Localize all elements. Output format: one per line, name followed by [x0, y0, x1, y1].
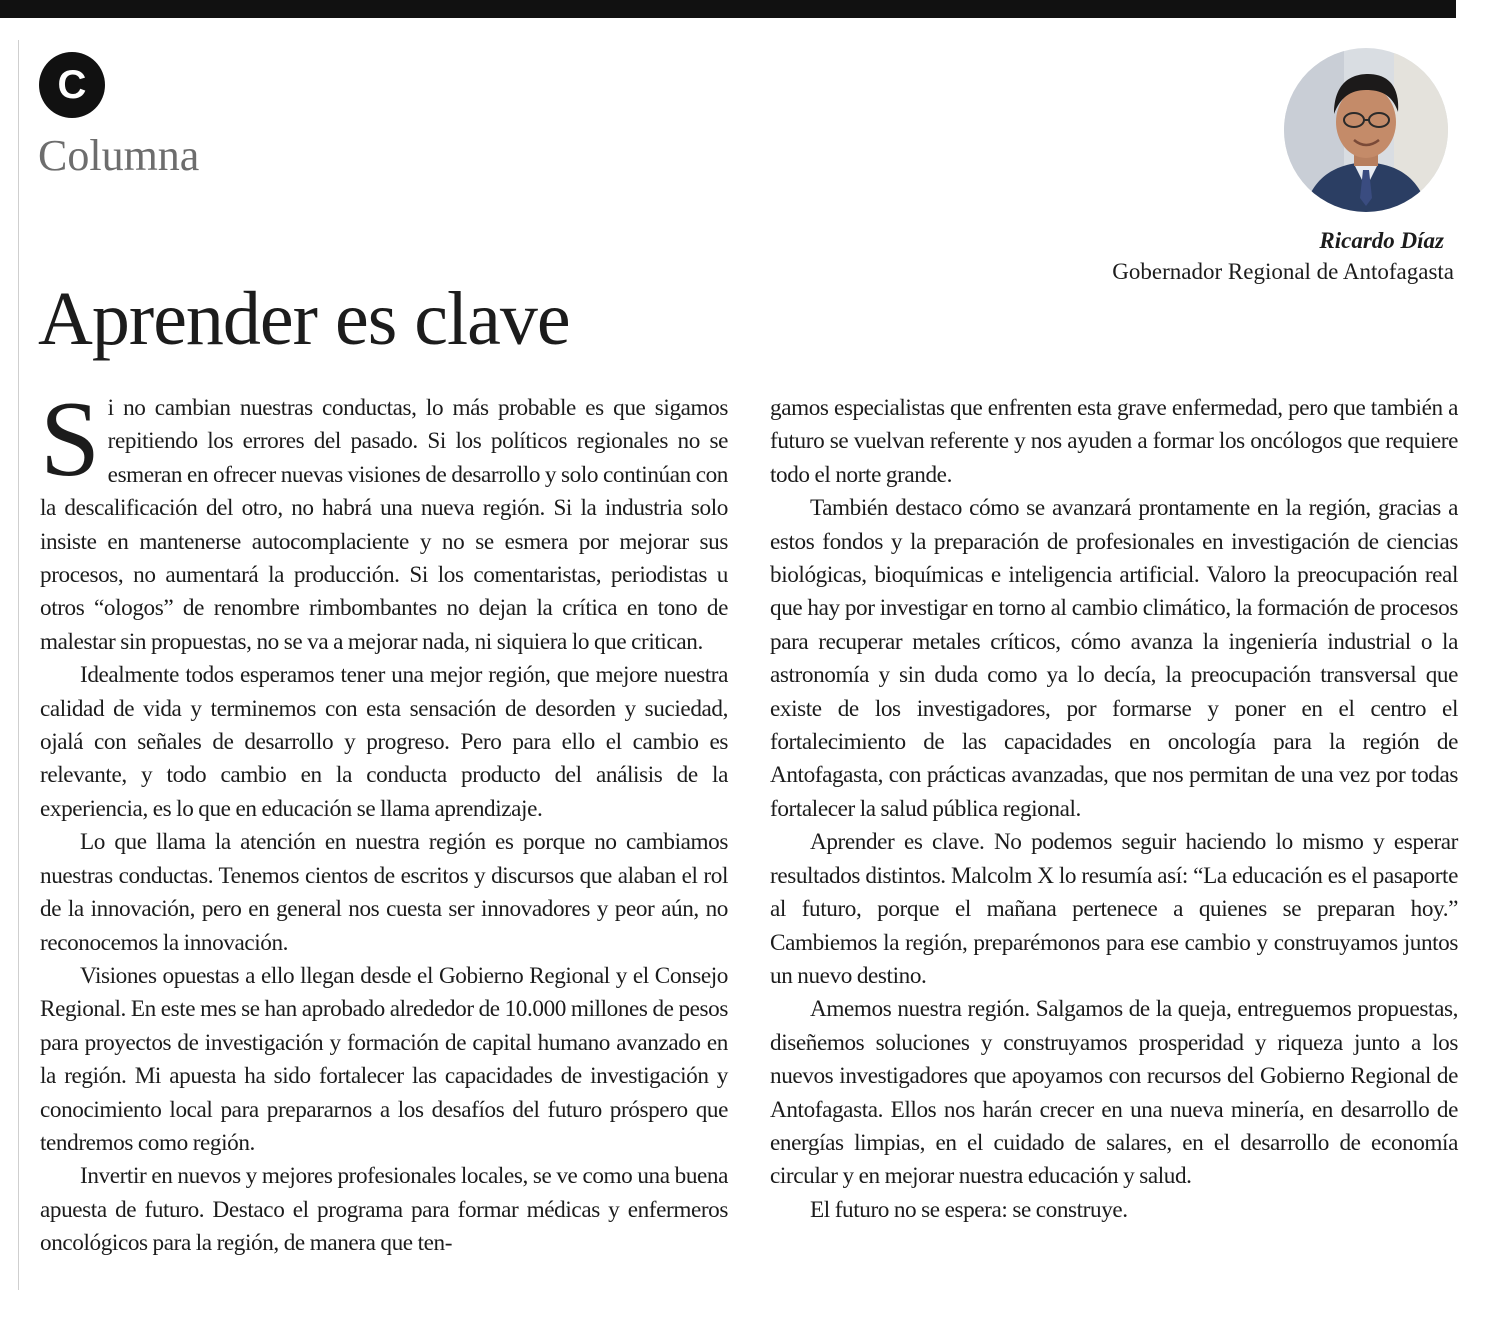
article-paragraph: El futuro no se espera: se construye.: [810, 1196, 1128, 1223]
article-paragraph: Visiones opuestas a ello llegan desde el Gobierno Regional y el Consejo Regional. En este mes se han aprobado alrededor de 10.000 millones de pesos para proyectos de investigación y formación de capital humano avanzado en la región. Mi apuesta ha sido fortalecer las capacidades de investigación y conocimiento local para prepararnos a los desafíos del futuro próspero que tendremos como región.: [40, 962, 728, 1156]
article-paragraph: También destaco cómo se avanzará prontamente en la región, gracias a estos fondos y la preparación de profesionales en investigación de ciencias biológicas, bioquímicas e inteligencia artificial. Valoro la preocupación real que hay por investigar en torno al cambio climático, la formación de procesos para recuperar metales críticos, cómo avanza la ingeniería industrial o la astronomía y sin duda como ya lo decía, la preocupación transversal que existe de los investigadores, por formarse y poner en el centro el fortalecimiento de las capacidades en oncología para la región de Antofagasta, con prácticas avanzadas, que nos permitan de una vez por todas fortalecer la salud pública regional.: [770, 495, 1458, 822]
section-label: Columna: [38, 131, 200, 180]
headline: Aprender es clave: [38, 277, 570, 361]
section-badge: C: [39, 52, 105, 118]
article-paragraph: Amemos nuestra región. Salgamos de la queja, entreguemos propuestas, diseñemos soluciones y construyamos prosperidad y riqueza junto a los nuevos investigadores que apoyamos con recursos del Gobierno Regional de Antofagasta. Ellos nos harán crecer en una nueva minería, en desarrollo de energías limpias, en el cuidado de salares, en el desarrollo de economía circular y en mejorar nuestra educación y salud.: [770, 996, 1458, 1190]
article-column-right: [770, 392, 1458, 1227]
author-role: Gobernador Regional de Antofagasta: [1112, 259, 1454, 284]
article-paragraph: Lo que llama la atención en nuestra región es porque no cambiamos nuestras conductas. Tenemos cientos de escritos y discursos que alaban el rol de la innovación, pero en general nos cuesta ser innovadores y peor aún, no reconocemos la innovación.: [40, 829, 728, 956]
article-paragraph: Invertir en nuevos y mejores profesionales locales, se ve como una buena apuesta de futuro. Destaco el programa para formar médicas y enfermeros oncológicos para la región, de manera que ten-: [40, 1163, 728, 1257]
author-name: Ricardo Díaz: [1319, 228, 1444, 253]
page-margin-rule: [18, 40, 19, 1290]
top-rule: [0, 0, 1456, 18]
author-photo: [1284, 48, 1448, 212]
article-paragraph: Si no cambian nuestras conductas, lo más probable es que sigamos repitiendo los errores del pasado. Si los políticos regionales no se esmeran en ofrecer nuevas visiones de desarrollo y solo continúan con la descalificación del otro, no habrá una nueva región. Si la industria solo insiste en mantenerse autocomplaciente y no se esmera por mejorar sus procesos, no aumentará la producción. Si los comentaristas, periodistas u otros “ologos” de renombre rimbombantes no dejan la crítica en tono de malestar sin propuestas, no se va a mejorar nada, ni siquiera lo que critican.: [40, 380, 728, 655]
article-paragraph: Idealmente todos esperamos tener una mejor región, que mejore nuestra calidad de vida y terminemos con esta sensación de desorden y suciedad, ojalá con señales de desarrollo y progreso. Pero para ello el cambio es relevante, y todo cambio en la conducta producto del análisis de la experiencia, es lo que en educación se llama aprendizaje.: [40, 662, 728, 822]
article-paragraph: Aprender es clave. No podemos seguir haciendo lo mismo y esperar resultados distintos. Malcolm X lo resumía así: “La educación es el pasaporte al futuro, porque el mañana pertenece a quienes se preparan hoy.” Cambiemos la región, preparémonos para ese cambio y construyamos juntos un nuevo destino.: [770, 829, 1458, 989]
article-column-left: [40, 380, 728, 1261]
article-paragraph: gamos especialistas que enfrenten esta grave enfermedad, pero que también a futuro se vuelvan referente y nos ayuden a formar los oncólogos que requiere todo el norte grande.: [770, 395, 1458, 488]
drop-cap: S: [40, 380, 100, 499]
